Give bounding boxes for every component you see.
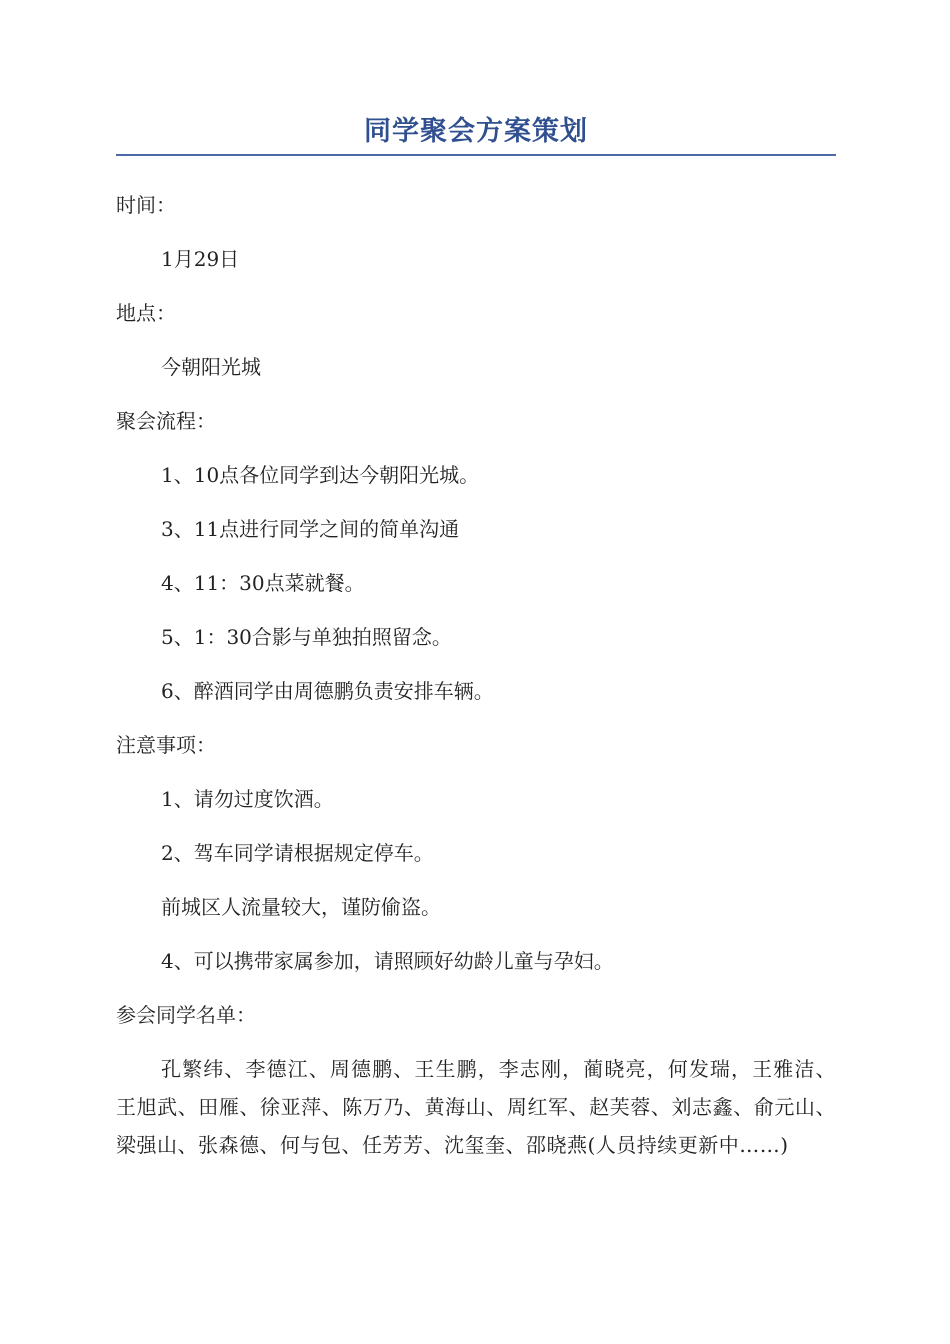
process-item: 1、10点各位同学到达今朝阳光城。	[161, 463, 480, 487]
attendees-label: 参会同学名单：	[116, 1003, 256, 1027]
notes-item: 2、驾车同学请根据规定停车。	[161, 841, 434, 865]
document-title: 同学聚会方案策划	[116, 112, 836, 156]
notes-item: 4、可以携带家属参加，请照顾好幼龄儿童与孕妇。	[161, 949, 614, 973]
attendees-list: 孔繁纬、李德江、周德鹏、王生鹏，李志刚，蔺晓亮，何发瑞，王雅洁、王旭武、田雁、徐亚萍、陈万乃、黄海山、周红军、赵芙蓉、刘志鑫、俞元山、梁强山、张森德、何与包、任芳芳、沈玺奎、邵晓燕(人员持续更新中……)	[116, 1057, 836, 1157]
location-label: 地点：	[116, 301, 176, 325]
document-body	[116, 178, 836, 1164]
notes-item: 前城区人流量较大，谨防偷盗。	[161, 895, 441, 919]
process-item: 3、11点进行同学之间的简单沟通	[161, 517, 460, 541]
process-item: 6、醉酒同学由周德鹏负责安排车辆。	[161, 679, 494, 703]
time-value: 1月29日	[161, 247, 240, 271]
time-label: 时间：	[116, 193, 176, 217]
process-label: 聚会流程：	[116, 409, 216, 433]
notes-item: 1、请勿过度饮酒。	[161, 787, 334, 811]
notes-label: 注意事项：	[116, 733, 216, 757]
location-value: 今朝阳光城	[161, 355, 261, 379]
process-item: 4、11：30点菜就餐。	[161, 571, 365, 595]
process-item: 5、1：30合影与单独拍照留念。	[161, 625, 452, 649]
document-page	[116, 112, 836, 1164]
